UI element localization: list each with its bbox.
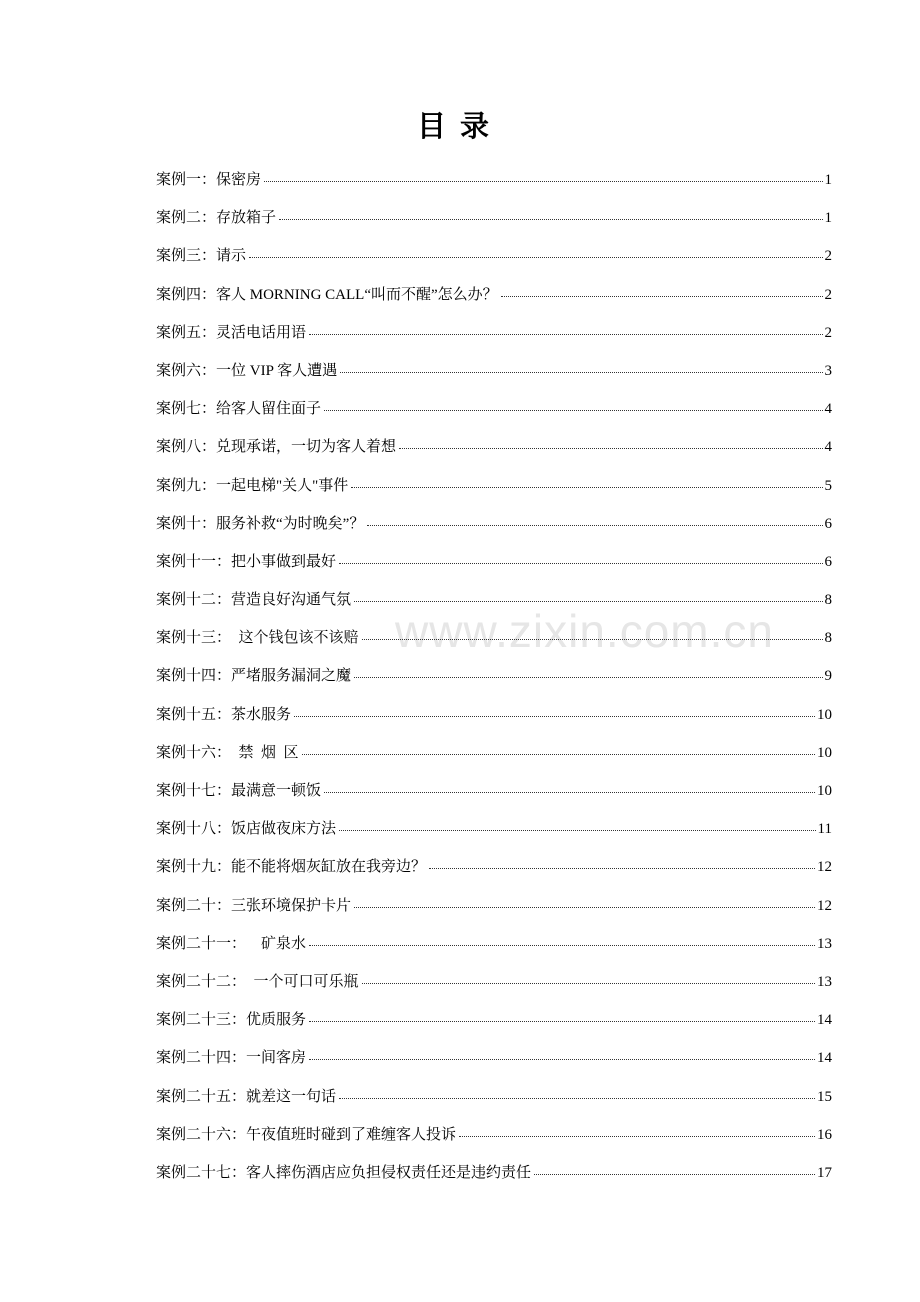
toc-entry-label: 案例九：一起电梯"关人"事件 [156, 477, 349, 494]
toc-entry-label: 案例十：服务补救“为时晚矣”？ [156, 515, 365, 532]
toc-entry[interactable] [156, 1039, 832, 1077]
toc-dot-leader [362, 637, 823, 640]
toc-entry[interactable] [156, 734, 832, 772]
toc-dot-leader [302, 752, 815, 755]
toc-entry-page-number: 16 [817, 1126, 832, 1143]
toc-entry-label: 案例十三： 这个钱包该不该赔 [156, 630, 359, 647]
toc-entry[interactable] [156, 925, 832, 963]
toc-list [156, 161, 832, 1192]
toc-entry-page-number: 8 [824, 592, 832, 609]
toc-entry[interactable] [156, 581, 832, 619]
toc-entry[interactable] [156, 963, 832, 1001]
toc-dot-leader [294, 714, 815, 717]
toc-entry[interactable] [156, 161, 832, 199]
toc-dot-leader [340, 370, 822, 373]
toc-entry-page-number: 14 [817, 1050, 832, 1067]
toc-entry-page-number: 2 [824, 248, 832, 265]
toc-title: 目录 [416, 109, 503, 143]
toc-dot-leader [264, 179, 822, 182]
toc-entry[interactable] [156, 543, 832, 581]
toc-entry-label: 案例十七：最满意一顿饭 [156, 783, 322, 799]
toc-entry[interactable] [156, 390, 832, 428]
toc-dot-leader [399, 446, 822, 449]
toc-entry-page-number: 10 [817, 744, 832, 761]
toc-entry-page-number: 8 [824, 630, 832, 647]
toc-entry-label: 案例八：兑现承诺，一切为客人着想 [156, 439, 397, 456]
toc-entry-page-number: 13 [817, 973, 832, 990]
toc-entry-page-number: 9 [824, 668, 832, 685]
toc-entry-page-number: 10 [817, 783, 832, 799]
toc-entry-label: 案例十五：茶水服务 [156, 706, 292, 723]
toc-dot-leader [534, 1172, 815, 1175]
toc-entry-page-number: 6 [824, 553, 832, 570]
toc-dot-leader [339, 828, 816, 831]
toc-entry[interactable] [156, 314, 832, 352]
toc-entry[interactable] [156, 467, 832, 505]
toc-entry-page-number: 14 [817, 1012, 832, 1029]
toc-entry-page-number: 3 [824, 362, 832, 379]
toc-entry[interactable] [156, 696, 832, 734]
toc-entry[interactable] [156, 1154, 832, 1192]
toc-dot-leader [309, 1019, 815, 1022]
toc-entry[interactable] [156, 276, 832, 314]
toc-entry-label: 案例四：客人 MORNING CALL“叫而不醒”怎么办？ [156, 286, 498, 303]
toc-entry-label: 案例三：请示 [156, 248, 247, 265]
toc-entry[interactable] [156, 887, 832, 925]
toc-dot-leader [309, 943, 815, 946]
toc-entry[interactable] [156, 810, 832, 848]
toc-dot-leader [362, 981, 815, 984]
toc-dot-leader [429, 866, 815, 869]
toc-entry-label: 案例十四：严堵服务漏洞之魔 [156, 668, 352, 685]
toc-entry-label: 案例五：灵活电话用语 [156, 324, 307, 341]
toc-dot-leader [351, 485, 822, 488]
toc-entry-label: 案例二十七：客人摔伤酒店应负担侵权责任还是违约责任 [156, 1164, 532, 1181]
toc-entry-page-number: 11 [817, 821, 832, 838]
toc-dot-leader [501, 294, 823, 297]
toc-entry-page-number: 6 [824, 515, 832, 532]
toc-entry-page-number: 12 [817, 859, 832, 876]
toc-entry-page-number: 2 [824, 286, 832, 303]
toc-entry-label: 案例二十五：就差这一句话 [156, 1088, 337, 1105]
toc-dot-leader [324, 408, 822, 411]
toc-entry-label: 案例十二：营造良好沟通气氛 [156, 592, 352, 609]
toc-dot-leader [309, 1057, 815, 1060]
toc-entry-page-number: 2 [824, 324, 832, 341]
watermark: www.zixin.com.cn [395, 605, 774, 657]
toc-entry-label: 案例一：保密房 [156, 172, 262, 188]
toc-entry-page-number: 5 [824, 477, 832, 494]
toc-dot-leader [249, 255, 822, 258]
toc-entry[interactable] [156, 657, 832, 695]
toc-entry-page-number: 1 [824, 210, 832, 227]
toc-entry-page-number: 10 [817, 706, 832, 723]
toc-entry-page-number: 17 [817, 1164, 832, 1181]
toc-entry-label: 案例二十六：午夜值班时碰到了难缠客人投诉 [156, 1126, 457, 1143]
toc-entry-label: 案例二十一： 矿泉水 [156, 935, 307, 952]
toc-entry[interactable] [156, 505, 832, 543]
toc-entry-label: 案例二十二： 一个可口可乐瓶 [156, 973, 359, 990]
toc-entry-label: 案例十六： 禁 烟 区 [156, 744, 299, 761]
toc-dot-leader [354, 905, 815, 908]
toc-entry-page-number: 4 [824, 401, 832, 418]
toc-entry[interactable] [156, 619, 832, 657]
toc-entry[interactable] [156, 772, 832, 810]
toc-entry-page-number: 4 [824, 439, 832, 456]
toc-entry[interactable] [156, 1001, 832, 1039]
toc-dot-leader [367, 523, 822, 526]
toc-dot-leader [279, 217, 822, 220]
toc-entry[interactable] [156, 237, 832, 275]
toc-entry[interactable] [156, 848, 832, 886]
toc-entry-label: 案例六：一位 VIP 客人遭遇 [156, 362, 338, 379]
toc-entry[interactable] [156, 199, 832, 237]
toc-dot-leader [324, 790, 815, 793]
toc-dot-leader [339, 1096, 815, 1099]
toc-entry[interactable] [156, 352, 832, 390]
toc-dot-leader [354, 599, 822, 602]
toc-entry-label: 案例七：给客人留住面子 [156, 401, 322, 418]
toc-entry-label: 案例二十四：一间客房 [156, 1050, 307, 1067]
toc-dot-leader [309, 332, 822, 335]
toc-dot-leader [339, 561, 822, 564]
toc-entry-page-number: 13 [817, 935, 832, 952]
toc-entry-label: 案例十一：把小事做到最好 [156, 553, 337, 570]
toc-entry-page-number: 15 [817, 1088, 832, 1105]
toc-dot-leader [354, 675, 822, 678]
toc-entry-page-number: 12 [817, 897, 832, 914]
toc-entry-label: 案例十九：能不能将烟灰缸放在我旁边？ [156, 859, 427, 876]
toc-entry-page-number: 1 [824, 172, 832, 188]
toc-entry[interactable] [156, 1116, 832, 1154]
toc-entry-label: 案例二十三：优质服务 [156, 1012, 307, 1029]
toc-entry[interactable] [156, 428, 832, 466]
toc-entry-label: 案例二十：三张环境保护卡片 [156, 897, 352, 914]
toc-entry[interactable] [156, 1078, 832, 1116]
toc-entry-label: 案例十八：饭店做夜床方法 [156, 821, 337, 838]
toc-dot-leader [459, 1134, 815, 1137]
toc-entry-label: 案例二：存放箱子 [156, 210, 277, 227]
